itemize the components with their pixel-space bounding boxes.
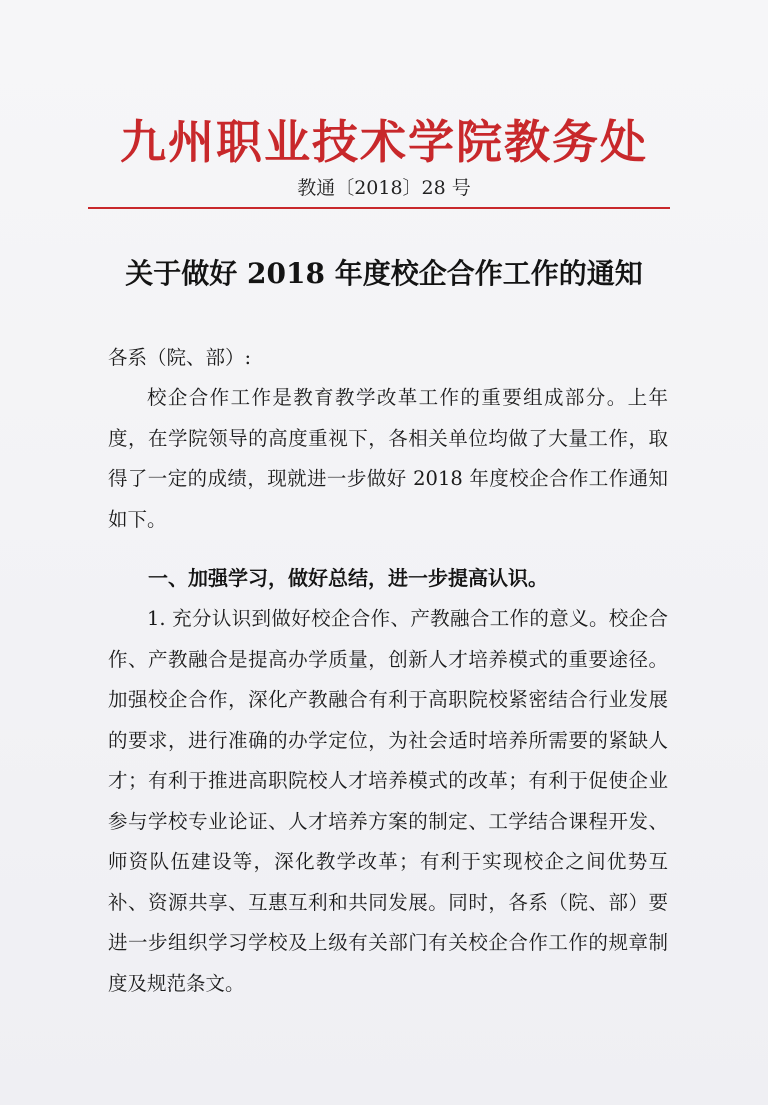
institution-header: 九州职业技术学院教务处 [120,115,648,169]
notice-title: 关于做好 2018 年度校企合作工作的通知 [125,257,643,290]
section-heading: 一、加强学习，做好总结，进一步提高认识。 [148,566,548,590]
document-number: 教通〔2018〕28 号 [297,177,471,199]
header-divider [88,207,670,209]
item-1-paragraph: 1. 充分认识到做好校企合作、产教融合工作的意义。校企合作、产教融合是提高办学质量，创新人才培养模式的重要途径。加强校企合作，深化产教融合有利于高职院校紧密结合行业发展的要求，进行准确的办学定位，为社会适时培养所需要的紧缺人才；有利于推进高职院校人才培养模式的改革；有利于促使企业参与学校专业论证、人才培养方案的制定、工学结合课程开发、师资队伍建设等，深化教学改革；有利于实现校企之间优势互补、资源共享、互惠互利和共同发展。同时，各系（院、部）要进一步组织学习学校及上级有关部门有关校企合作工作的规章制度及规范条文。 [108,607,668,995]
intro-paragraph: 校企合作工作是教育教学改革工作的重要组成部分。上年度，在学院领导的高度重视下，各相关单位均做了大量工作，取得了一定的成绩，现就进一步做好 2018 年度校企合作工作通知如下。 [108,386,668,531]
salutation: 各系（院、部）: [108,346,252,369]
